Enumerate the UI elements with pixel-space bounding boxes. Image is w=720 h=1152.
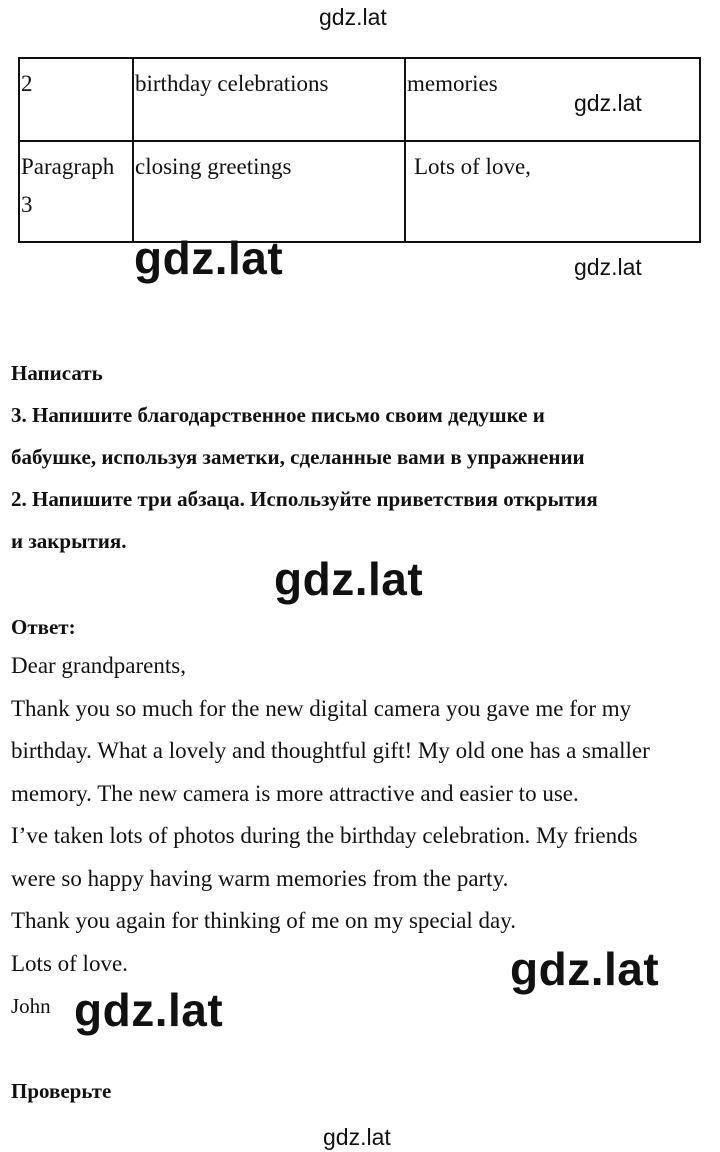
answer-label: Ответ: xyxy=(11,615,76,639)
letter-line: Thank you so much for the new digital camera you gave me for my xyxy=(11,695,632,721)
table-row xyxy=(19,141,700,242)
table-row xyxy=(19,58,700,141)
task-line: 3. Напишите благодарственное письмо своим дедушке и xyxy=(11,403,545,427)
table-cell: birthday celebrations xyxy=(133,58,405,141)
watermark-text: gdz.lat xyxy=(574,254,642,280)
watermark-text: gdz.lat xyxy=(74,984,224,1036)
section-write-heading: Написать xyxy=(11,361,103,385)
letter-line: were so happy having warm memories from the party. xyxy=(11,865,509,891)
letter-line: Dear grandparents, xyxy=(11,653,186,678)
task-text xyxy=(11,394,711,562)
task-line: бабушке, используя заметки, сделанные вами в упражнении xyxy=(11,445,585,469)
table-cell: closing greetings xyxy=(133,141,405,242)
table-cell: Lots of love, xyxy=(405,141,700,242)
letter-line: John xyxy=(11,994,51,1018)
letter-line: memory. The new camera is more attractive and easier to use. xyxy=(11,780,579,806)
letter-line: I’ve taken lots of photos during the birthday celebration. My friends xyxy=(11,823,638,848)
table-cell: Paragraph 3 xyxy=(19,141,133,242)
letter-line: Lots of love. xyxy=(11,950,128,976)
task-line: 2. Напишите три абзаца. Используйте приветствия открытия xyxy=(11,487,598,511)
task-line: и закрытия. xyxy=(11,529,127,553)
watermark-text: gdz.lat xyxy=(510,943,660,995)
letter-line: birthday. What a lovely and thoughtful gift! My old one has a smaller xyxy=(11,738,650,763)
table-cell: memories xyxy=(405,58,700,141)
watermark-text: gdz.lat xyxy=(319,4,387,30)
watermark-text: gdz.lat xyxy=(323,1124,391,1150)
letter-line: Thank you again for thinking of me on my special day. xyxy=(11,908,517,933)
watermark-text: gdz.lat xyxy=(574,90,642,116)
notes-table xyxy=(18,57,701,243)
watermark-text: gdz.lat xyxy=(274,553,424,605)
section-check-heading: Проверьте xyxy=(11,1079,112,1103)
table-cell: 2 xyxy=(19,58,133,141)
watermark-text: gdz.lat xyxy=(134,232,284,284)
